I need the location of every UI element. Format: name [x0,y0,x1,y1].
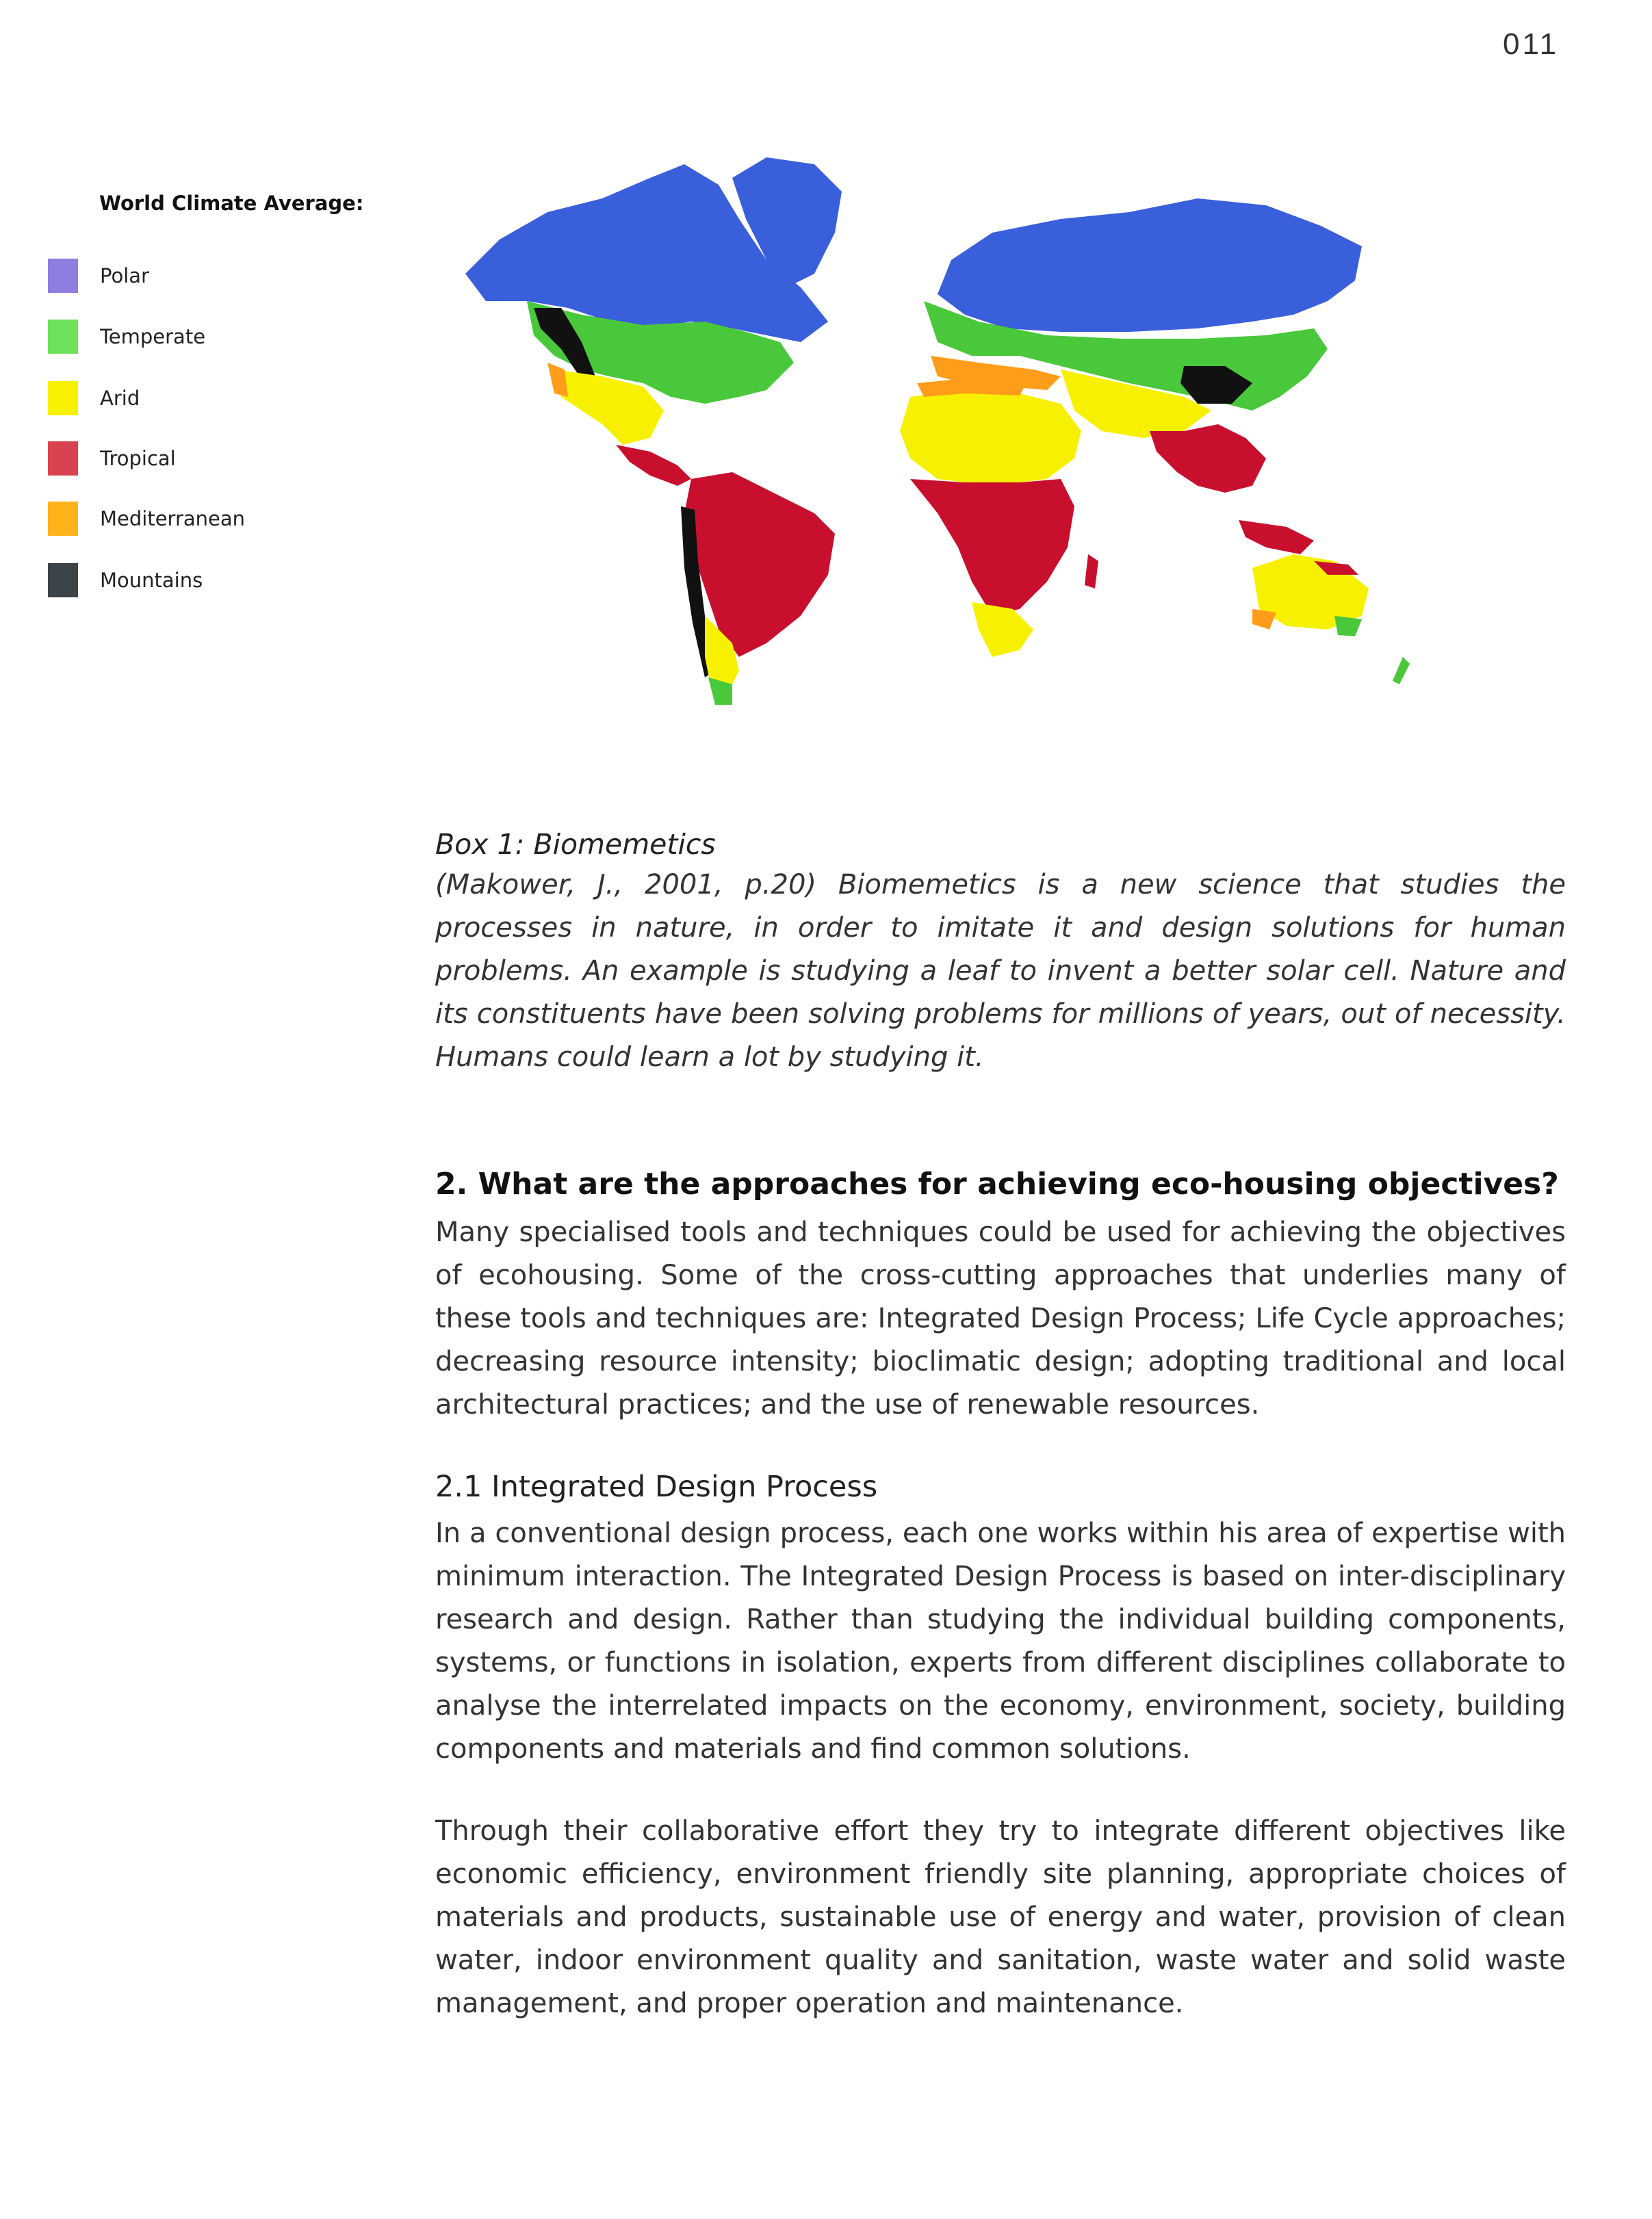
legend-item-polar [48,259,404,297]
legend-swatch-temperate [48,320,78,354]
legend-item-mountains [48,563,404,601]
legend-label: Tropical [100,447,176,470]
box-body: (Makower, J., 2001, p.20) Biomemetics is a new science that studies the processes in nature, in order to imitate it and design solutions for human problems. An example is studying a leaf to invent a better solar cell. Nature and its constituents have been solving problems for millions of years, out of necessity. Humans could learn a lot by studying it. [435,869,1566,1073]
legend-swatch-mediterranean [48,502,78,536]
map-tropical-south-asia [1150,424,1266,493]
legend-label: Mediterranean [100,507,246,530]
legend-label: Polar [100,264,149,287]
legend-swatch-tropical [48,441,78,476]
map-mediterranean-north-america [547,363,568,397]
section-paragraph: Many specialised tools and techniques could be used for achieving the objectives of ecohousing. Some of the cross-cutting approaches that underlies many of these tools and techniques are: Integrated Design Process; Life Cycle approaches; decreasing resource intensity; bioclimatic design; adopting traditional and local architectural practices; and the use of renewable resources. [435,1217,1566,1420]
map-tropical-africa [910,479,1074,616]
box-title: Box 1: Biomemetics [435,828,716,861]
legend-item-temperate [48,320,404,358]
map-tropical-southeast-asia [1239,520,1314,554]
subsection-paragraph-1: In a conventional design process, each one works within his area of expertise with minimum interaction. The Integrated Design Process is based on inter-disciplinary research and design. Rather than studying the individual building components, systems, or functions in isolation, experts from different disciplines collaborate to analyse the interrelated impacts on the economy, environment, society, building components and materials and find common solutions. [435,1518,1566,1765]
legend-label: Arid [100,387,140,410]
map-temperate-australia [1334,616,1362,636]
legend-swatch-arid [48,381,78,415]
map-arid-southern-africa [972,602,1033,657]
world-climate-map [445,137,1417,705]
legend-item-mediterranean [48,502,404,540]
map-mediterranean-australia [1252,609,1276,630]
legend-label: Temperate [100,325,206,348]
legend-swatch-polar [48,259,78,293]
page-number: 011 [1503,27,1560,61]
map-temperate-new-zealand [1393,657,1410,684]
legend-title: World Climate Average: [99,192,364,215]
map-polar-eurasia [938,198,1362,332]
subsection-heading: 2.1 Integrated Design Process [435,1470,878,1504]
map-tropical-madagascar [1085,554,1098,588]
map-tropical-central-america [616,445,691,486]
subsection-paragraph-2: Through their collaborative effort they try to integrate different objectives like economic efficiency, environment friendly site planning, appropriate choices of materials and products, sustainable use of energy and water, provision of clean water, indoor environment quality and sanitation, waste water and solid waste management, and proper operation and maintenance. [435,1815,1566,2019]
legend-label: Mountains [100,569,203,592]
legend-swatch-mountains [48,563,78,597]
map-arid-africa [900,390,1081,486]
legend-item-arid [48,381,404,419]
legend-item-tropical [48,441,404,480]
section-heading: 2. What are the approaches for achieving eco-housing objectives? [435,1167,1559,1202]
